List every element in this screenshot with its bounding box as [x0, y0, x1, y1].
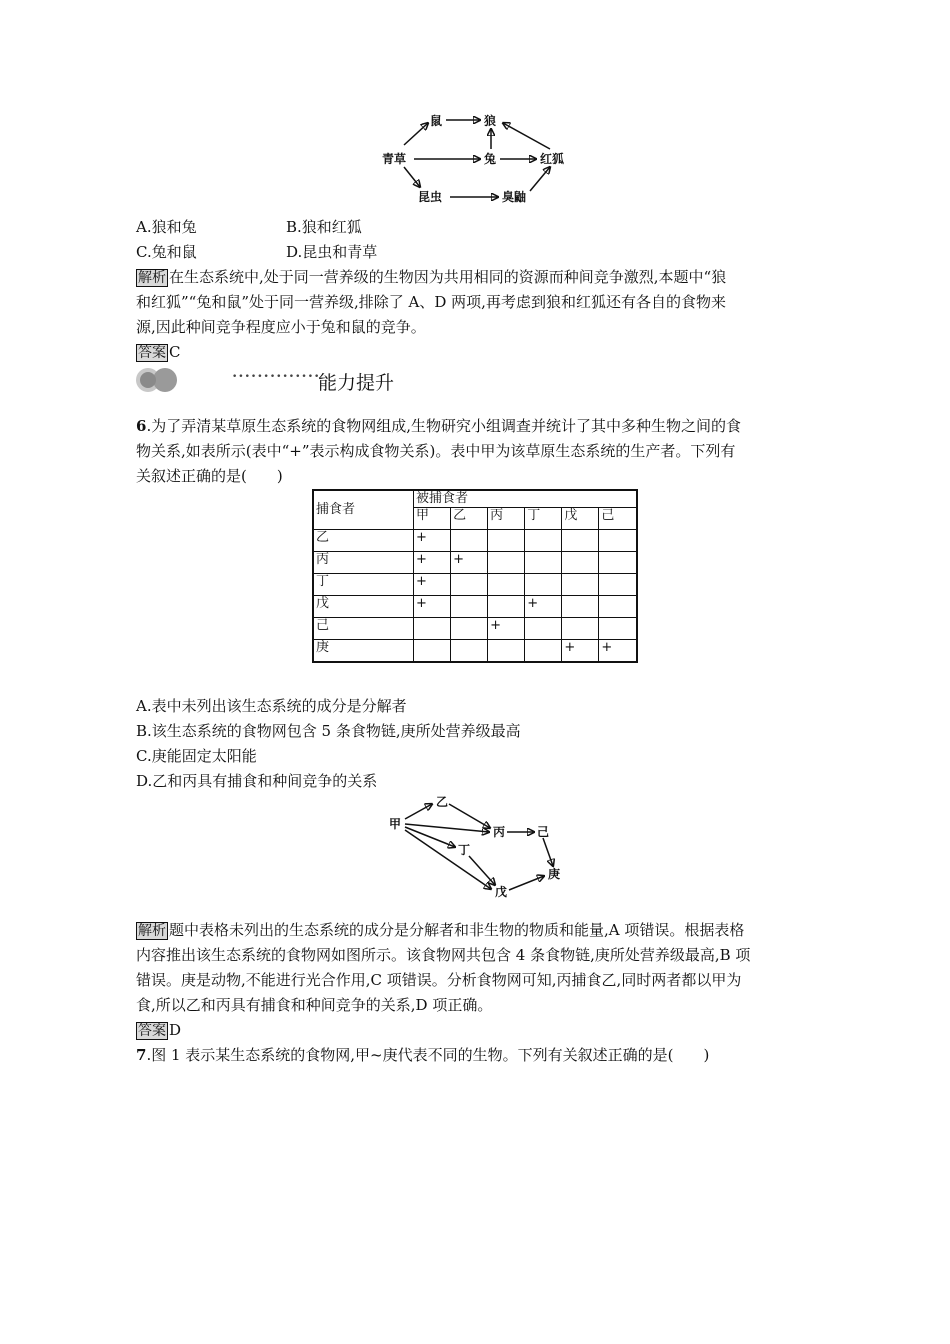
q6-option-b: B.该生态系统的食物网包含 5 条食物链,庚所处营养级最高 — [136, 722, 521, 740]
arrow-yi-bing — [449, 804, 490, 828]
table-row — [313, 596, 637, 618]
table-row — [313, 530, 637, 552]
table-cell: + — [451, 552, 488, 574]
q5-option-c: C.兔和鼠 — [136, 243, 197, 261]
table-cell — [451, 640, 488, 663]
q6-stem-line-2: 物关系,如表所示(表中“+”表示构成食物关系)。表中甲为该草原生态系统的生产者。下列有 — [136, 442, 736, 460]
prey-name: 己 — [599, 508, 637, 530]
q6-answer: 答案 D — [138, 1021, 182, 1039]
prey-name: 戊 — [562, 508, 599, 530]
node-wolf: 狼 — [484, 114, 497, 128]
table-cell — [525, 552, 562, 574]
table-cell: + — [599, 640, 637, 663]
table-cell — [451, 596, 488, 618]
table-cell — [488, 640, 525, 663]
node-bing: 丙 — [493, 825, 506, 839]
arrow-ding-wu — [469, 856, 495, 885]
q6-analysis-line-2: 内容推出该生态系统的食物网如图所示。该食物网共包含 4 条食物链,庚所处营养级最高,B 项 — [136, 946, 751, 964]
q5-analysis-line-3: 源,因此种间竞争程度应小于兔和鼠的竞争。 — [136, 318, 426, 336]
node-wu: 戊 — [495, 885, 508, 899]
node-geng: 庚 — [548, 867, 561, 881]
table-header-row — [313, 490, 637, 508]
table-cell — [488, 574, 525, 596]
arrow-jia-ding — [405, 827, 455, 847]
table-cell — [599, 552, 637, 574]
node-skunk: 臭鼬 — [502, 190, 527, 204]
table-cell — [599, 596, 637, 618]
predator-name: 丙 — [313, 552, 414, 574]
arrow-ji-geng — [543, 838, 553, 866]
q6-stem-line-3: 关叙述正确的是( ) — [136, 467, 283, 485]
predator-name: 庚 — [313, 640, 414, 663]
q5-option-d: D.昆虫和青草 — [286, 243, 378, 261]
table-row — [313, 640, 637, 663]
analysis-tag: 解析 — [138, 923, 166, 939]
q5-analysis-line-2: 和红狐”“兔和鼠”处于同一营养级,排除了 A、D 两项,再考虑到狼和红狐还有各自的食物来 — [136, 293, 726, 311]
predator-name: 己 — [313, 618, 414, 640]
arrow-jia-bing — [405, 824, 489, 832]
answer-tag: 答案 — [138, 345, 166, 361]
section-dots: •••••••••••••• — [232, 372, 321, 382]
predator-name: 戊 — [313, 596, 414, 618]
q6-food-web — [385, 792, 575, 902]
q6-option-c: C.庚能固定太阳能 — [136, 747, 257, 765]
table-body — [313, 530, 637, 663]
node-ding: 丁 — [458, 843, 471, 857]
prey-name: 甲 — [414, 508, 451, 530]
q5-option-b: B.狼和红狐 — [286, 218, 362, 236]
table-cell — [599, 618, 637, 640]
q6-analysis-line-1: 解析 题中表格未列出的生态系统的成分是分解者和非生物的物质和能量,A 项错误。根据表格 — [138, 921, 745, 939]
q6-stem-line-1: 6.为了弄清某草原生态系统的食物网组成,生物研究小组调查并统计了其中多种生物之间的食 — [136, 417, 741, 435]
table-cell — [562, 574, 599, 596]
q7-stem: 7.图 1 表示某生态系统的食物网,甲~庚代表不同的生物。下列有关叙述正确的是( ) — [136, 1046, 710, 1064]
q6-option-a: A.表中未列出该生态系统的成分是分解者 — [136, 697, 407, 715]
table-cell — [525, 640, 562, 663]
q5-analysis-line-1: 解析 在生态系统中,处于同一营养级的生物因为共用相同的资源而种间竞争激烈,本题中“狼 — [138, 268, 727, 286]
predator-name: 丁 — [313, 574, 414, 596]
table-cell: + — [414, 596, 451, 618]
table-cell — [414, 618, 451, 640]
table-cell — [562, 552, 599, 574]
table-cell — [562, 530, 599, 552]
table-cell — [488, 596, 525, 618]
prey-header: 被捕食者 — [414, 490, 638, 508]
q5-food-web — [370, 105, 580, 210]
prey-name: 丁 — [525, 508, 562, 530]
q6-option-d: D.乙和丙具有捕食和种间竞争的关系 — [136, 772, 378, 790]
prey-name: 乙 — [451, 508, 488, 530]
table-cell — [451, 574, 488, 596]
section-title: 能力提升 — [318, 372, 395, 394]
table-cell — [451, 530, 488, 552]
q5-answer: 答案 C — [138, 343, 181, 361]
node-mouse: 鼠 — [430, 114, 443, 128]
arrow-skunk-fox — [530, 167, 550, 191]
answer-tag: 答案 — [138, 1023, 166, 1039]
node-jia: 甲 — [389, 817, 402, 831]
section-circles-icon — [135, 367, 185, 393]
analysis-tag: 解析 — [138, 270, 166, 286]
table-cell — [562, 618, 599, 640]
node-rabbit: 兔 — [484, 152, 497, 166]
table-cell: + — [525, 596, 562, 618]
node-grass: 青草 — [382, 152, 407, 166]
arrow-fox-wolf — [503, 123, 550, 149]
arrow-jia-yi — [405, 804, 432, 819]
table-cell — [414, 640, 451, 663]
table-cell — [525, 574, 562, 596]
table-cell — [525, 618, 562, 640]
table-cell — [599, 574, 637, 596]
table-cell: + — [488, 618, 525, 640]
arrow-wu-geng — [509, 876, 544, 890]
table-row — [313, 574, 637, 596]
table-row — [313, 618, 637, 640]
arrow-jia-wu — [405, 830, 491, 889]
table-cell — [562, 596, 599, 618]
predator-name: 乙 — [313, 530, 414, 552]
table-cell: + — [562, 640, 599, 663]
table-cell — [488, 530, 525, 552]
table-cell — [451, 618, 488, 640]
q6-analysis-line-3: 错误。庚是动物,不能进行光合作用,C 项错误。分析食物网可知,丙捕食乙,同时两者都以甲为 — [136, 971, 742, 989]
table-cell: + — [414, 530, 451, 552]
arrow-grass-insect — [404, 167, 420, 187]
predator-header: 捕食者 — [313, 490, 414, 530]
node-ji: 己 — [537, 825, 550, 839]
node-yi: 乙 — [436, 795, 449, 809]
table-cell: + — [414, 552, 451, 574]
q6-analysis-line-4: 食,所以乙和丙具有捕食和种间竞争的关系,D 项正确。 — [136, 996, 493, 1014]
table-cell: + — [414, 574, 451, 596]
prey-name: 丙 — [488, 508, 525, 530]
node-insect: 昆虫 — [418, 190, 443, 204]
predation-table — [312, 489, 638, 663]
q5-option-a: A.狼和兔 — [136, 218, 197, 236]
table-cell — [525, 530, 562, 552]
arrow-grass-mouse — [404, 123, 428, 145]
node-red-fox: 红狐 — [540, 152, 565, 166]
table-row — [313, 552, 637, 574]
table-cell — [488, 552, 525, 574]
table-cell — [599, 530, 637, 552]
